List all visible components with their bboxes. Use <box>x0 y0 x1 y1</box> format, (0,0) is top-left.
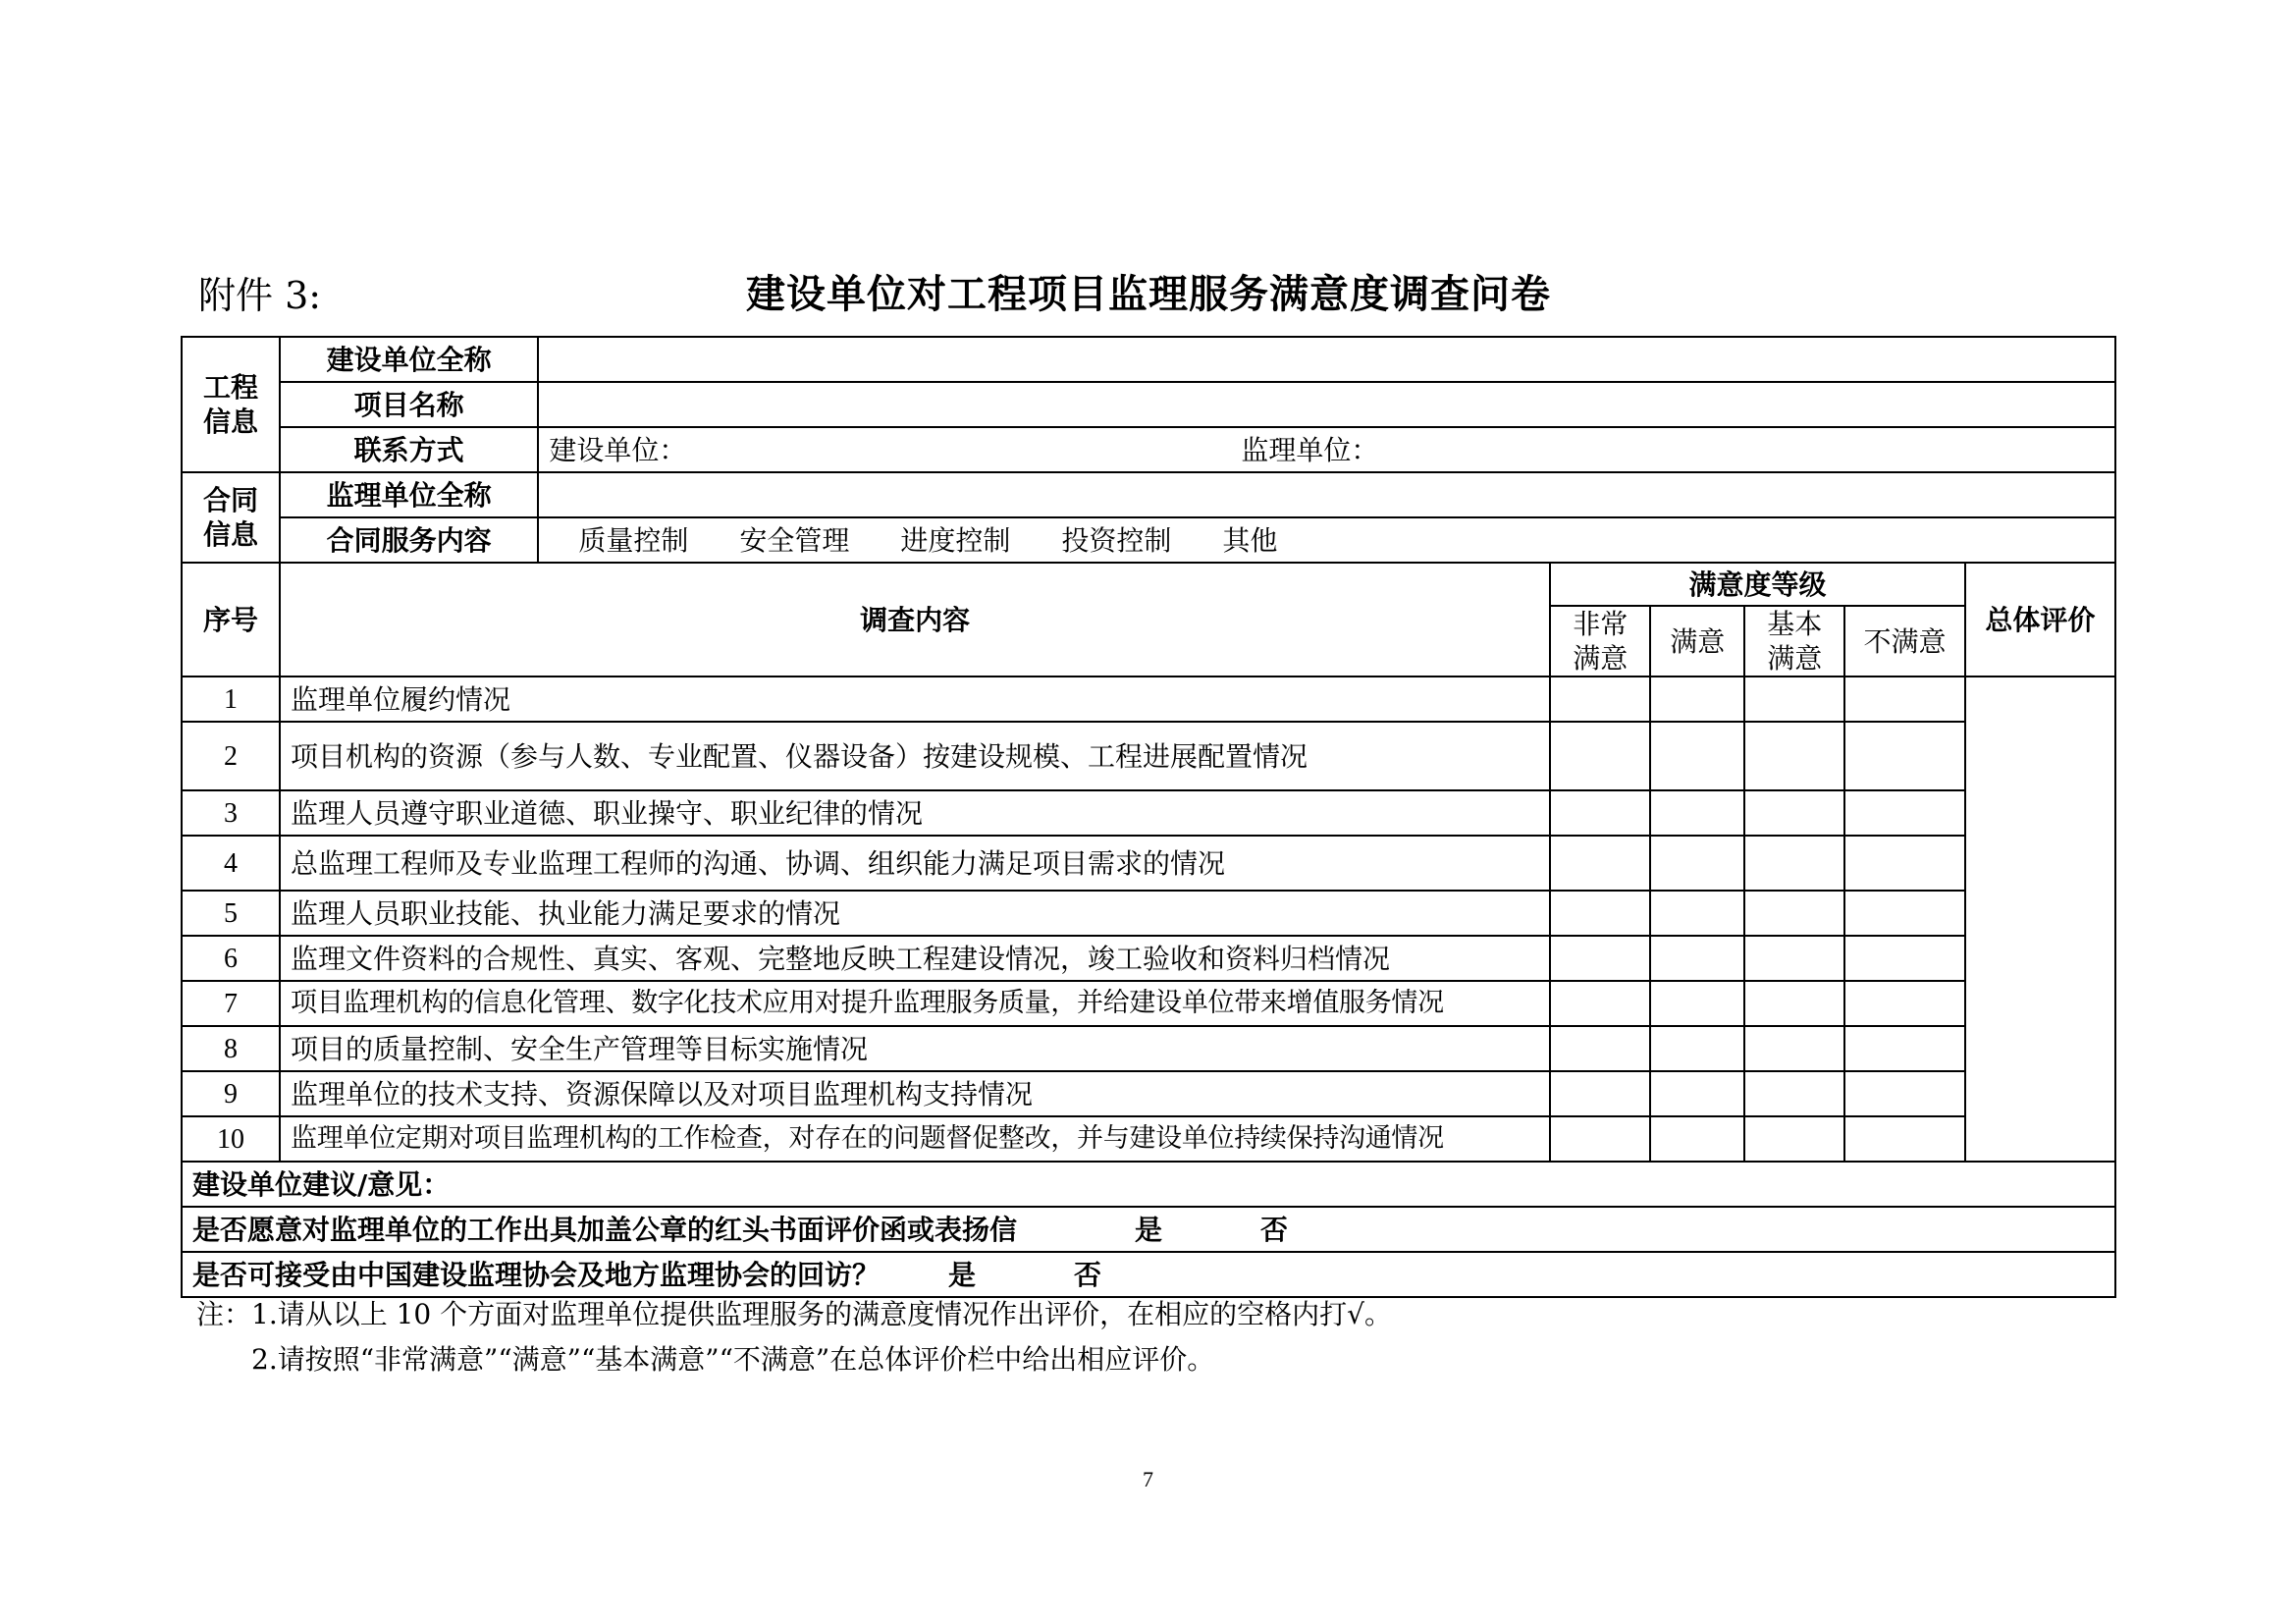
notes <box>196 1292 1392 1382</box>
item-no: 5 <box>182 891 280 936</box>
visit-no-option[interactable]: 否 <box>1074 1258 1102 1291</box>
rating-cell[interactable] <box>1550 1071 1650 1116</box>
service-option-other[interactable]: 其他 <box>1222 523 1278 557</box>
rating-cell[interactable] <box>1650 1026 1744 1071</box>
item-text: 监理单位定期对项目监理机构的工作检查，对存在的问题督促整改，并与建设单位持续保持沟通情况 <box>280 1116 1550 1162</box>
rating-cell[interactable] <box>1650 790 1744 836</box>
table-row <box>182 1116 2115 1162</box>
item-no: 8 <box>182 1026 280 1071</box>
item-no: 4 <box>182 836 280 891</box>
contact-builder: 建设单位： <box>549 433 687 466</box>
item-text: 项目机构的资源（参与人数、专业配置、仪器设备）按建设规模、工程进展配置情况 <box>280 722 1550 790</box>
survey-table <box>181 336 2116 1298</box>
letter-yes-option[interactable]: 是 <box>1135 1213 1163 1246</box>
table-row <box>182 1071 2115 1116</box>
rating-cell[interactable] <box>1550 936 1650 981</box>
rating-cell[interactable] <box>1550 1116 1650 1162</box>
supervisor-name-value[interactable] <box>538 472 2115 517</box>
rating-cell[interactable] <box>1650 1116 1744 1162</box>
item-text: 监理人员遵守职业道德、职业操守、职业纪律的情况 <box>280 790 1550 836</box>
item-text: 监理单位的技术支持、资源保障以及对项目监理机构支持情况 <box>280 1071 1550 1116</box>
item-no: 3 <box>182 790 280 836</box>
service-option-quality[interactable]: 质量控制 <box>578 523 689 557</box>
rating-cell[interactable] <box>1650 936 1744 981</box>
document-title: 建设单位对工程项目监理服务满意度调查问卷 <box>746 271 1551 317</box>
project-builder-value[interactable] <box>538 337 2115 382</box>
service-content-label: 合同服务内容 <box>280 517 538 563</box>
item-no: 1 <box>182 677 280 722</box>
rating-cell[interactable] <box>1550 722 1650 790</box>
rating-cell[interactable] <box>1744 790 1844 836</box>
table-row <box>182 836 2115 891</box>
rating-cell[interactable] <box>1844 1116 1964 1162</box>
page-number: 7 <box>1143 1467 1153 1491</box>
note-line-2: 2.请按照“非常满意”“满意”“基本满意”“不满意”在总体评价栏中给出相应评价。 <box>251 1343 1215 1376</box>
rating-cell[interactable] <box>1744 891 1844 936</box>
project-info-group-label <box>182 337 280 472</box>
project-name-value[interactable] <box>538 382 2115 427</box>
item-no: 6 <box>182 936 280 981</box>
content-header: 调查内容 <box>280 563 1550 677</box>
rating-cell[interactable] <box>1550 1026 1650 1071</box>
rating-cell[interactable] <box>1844 981 1964 1026</box>
item-no: 10 <box>182 1116 280 1162</box>
table-row <box>182 936 2115 981</box>
level-basic-label: 基本 满意 <box>1767 608 1823 675</box>
rating-cell[interactable] <box>1744 1026 1844 1071</box>
service-option-investment[interactable]: 投资控制 <box>1061 523 1172 557</box>
rating-cell[interactable] <box>1550 677 1650 722</box>
rating-cell[interactable] <box>1844 1026 1964 1071</box>
visit-yes-option[interactable]: 是 <box>948 1258 977 1291</box>
rating-cell[interactable] <box>1550 836 1650 891</box>
annex-label: 附件 3: <box>198 274 322 317</box>
visit-question: 是否可接受由中国建设监理协会及地方监理协会的回访？ <box>192 1258 881 1291</box>
rating-cell[interactable] <box>1744 1071 1844 1116</box>
rating-cell[interactable] <box>1550 981 1650 1026</box>
visit-question-row <box>182 1252 2115 1297</box>
project-name-label: 项目名称 <box>280 382 538 427</box>
rating-cell[interactable] <box>1844 722 1964 790</box>
table-row <box>182 891 2115 936</box>
item-text: 项目的质量控制、安全生产管理等目标实施情况 <box>280 1026 1550 1071</box>
rating-cell[interactable] <box>1550 790 1650 836</box>
item-text: 项目监理机构的信息化管理、数字化技术应用对提升监理服务质量，并给建设单位带来增值服务情况 <box>280 981 1550 1026</box>
rating-cell[interactable] <box>1744 722 1844 790</box>
level-unsatisfied-header: 不满意 <box>1844 606 1964 677</box>
rating-cell[interactable] <box>1744 1116 1844 1162</box>
item-no: 2 <box>182 722 280 790</box>
rating-cell[interactable] <box>1650 1071 1744 1116</box>
seq-header: 序号 <box>182 563 280 677</box>
item-text: 监理单位履约情况 <box>280 677 1550 722</box>
table-row <box>182 981 2115 1026</box>
table-row <box>182 1026 2115 1071</box>
supervisor-name-label: 监理单位全称 <box>280 472 538 517</box>
overall-cell[interactable] <box>1965 677 2115 1162</box>
rating-cell[interactable] <box>1744 677 1844 722</box>
level-very-satisfied-header <box>1550 606 1650 677</box>
level-satisfied-header: 满意 <box>1650 606 1744 677</box>
level-very-satisfied-label: 非常 满意 <box>1573 608 1629 675</box>
contact-label: 联系方式 <box>280 427 538 472</box>
rating-cell[interactable] <box>1744 936 1844 981</box>
letter-question-row <box>182 1207 2115 1252</box>
table-row <box>182 677 2115 722</box>
rating-cell[interactable] <box>1650 891 1744 936</box>
table-row <box>182 722 2115 790</box>
rating-cell[interactable] <box>1550 891 1650 936</box>
item-text: 监理人员职业技能、执业能力满足要求的情况 <box>280 891 1550 936</box>
level-basic-header <box>1744 606 1844 677</box>
service-option-safety[interactable]: 安全管理 <box>739 523 850 557</box>
suggestion-row[interactable]: 建设单位建议/意见： <box>182 1162 2115 1207</box>
rating-cell[interactable] <box>1650 677 1744 722</box>
project-builder-label: 建设单位全称 <box>280 337 538 382</box>
rating-cell[interactable] <box>1650 722 1744 790</box>
overall-header: 总体评价 <box>1965 563 2115 677</box>
rating-cell[interactable] <box>1844 790 1964 836</box>
service-options <box>538 517 2115 563</box>
rating-cell[interactable] <box>1844 677 1964 722</box>
service-option-progress[interactable]: 进度控制 <box>900 523 1011 557</box>
contact-supervisor: 监理单位： <box>1241 433 1379 466</box>
item-no: 7 <box>182 981 280 1026</box>
rating-cell[interactable] <box>1650 981 1744 1026</box>
rating-cell[interactable] <box>1844 891 1964 936</box>
contract-info-group-label <box>182 472 280 563</box>
item-no: 9 <box>182 1071 280 1116</box>
level-group-header: 满意度等级 <box>1550 563 1965 606</box>
table-row <box>182 790 2115 836</box>
contract-info-label: 合同 信息 <box>203 484 259 551</box>
rating-cell[interactable] <box>1844 936 1964 981</box>
rating-cell[interactable] <box>1650 836 1744 891</box>
rating-cell[interactable] <box>1844 1071 1964 1116</box>
item-text: 总监理工程师及专业监理工程师的沟通、协调、组织能力满足项目需求的情况 <box>280 836 1550 891</box>
letter-question: 是否愿意对监理单位的工作出具加盖公章的红头书面评价函或表扬信 <box>192 1213 1018 1246</box>
rating-cell[interactable] <box>1744 836 1844 891</box>
item-text: 监理文件资料的合规性、真实、客观、完整地反映工程建设情况，竣工验收和资料归档情况 <box>280 936 1550 981</box>
letter-no-option[interactable]: 否 <box>1260 1213 1289 1246</box>
project-info-label: 工程 信息 <box>203 371 259 438</box>
rating-cell[interactable] <box>1844 836 1964 891</box>
contact-value[interactable] <box>538 427 2115 472</box>
rating-cell[interactable] <box>1744 981 1844 1026</box>
note-line-1: 注：1.请从以上 10 个方面对监理单位提供监理服务的满意度情况作出评价，在相应的空格内打√。 <box>196 1298 1392 1330</box>
